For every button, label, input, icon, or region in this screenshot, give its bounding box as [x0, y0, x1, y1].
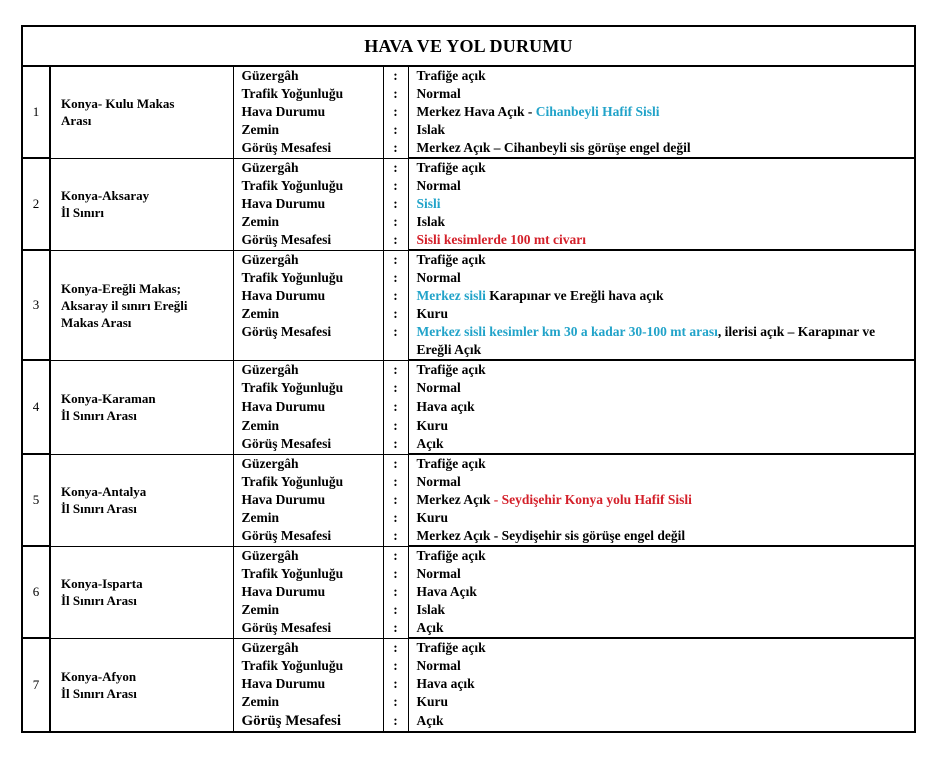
sep: :	[393, 231, 398, 247]
label-visibility: Görüş Mesafesi	[241, 435, 332, 451]
page-title: HAVA VE YOL DURUMU	[22, 26, 915, 66]
field-labels	[233, 360, 383, 454]
field-values	[408, 250, 915, 360]
label-weather: Hava Durumu	[241, 675, 326, 691]
table-row	[22, 158, 915, 250]
value-surface: Islak	[416, 602, 446, 617]
route-name	[50, 158, 233, 250]
route-name-line1: Konya-Karaman	[61, 391, 156, 406]
route-name-line2: İl Sınırı Arası	[61, 501, 137, 516]
sep: :	[393, 417, 398, 433]
value-surface: Kuru	[416, 510, 449, 525]
label-weather: Hava Durumu	[241, 195, 326, 211]
sep: :	[393, 379, 398, 395]
label-route: Güzergâh	[241, 159, 299, 175]
route-name-line1: Konya-Aksaray	[61, 188, 150, 203]
label-surface: Zemin	[241, 601, 280, 617]
value-traffic: Normal	[416, 566, 461, 581]
label-route: Güzergâh	[241, 251, 299, 267]
value-weather	[417, 491, 909, 509]
value-visibility	[417, 323, 909, 359]
sep: :	[393, 195, 398, 211]
value-weather: Hava Açık	[416, 584, 477, 599]
weather-highlight: - Seydişehir Konya yolu Hafif Sisli	[490, 492, 692, 507]
value-visibility: Sisli kesimlerde 100 mt civarı	[416, 232, 586, 247]
value-visibility: Merkez Açık – Cihanbeyli sis görüşe engel değil	[416, 140, 691, 155]
route-name-line2: İl Sınırı Arası	[61, 685, 137, 701]
spacer	[242, 341, 383, 359]
field-values	[408, 360, 915, 454]
sep: :	[393, 712, 398, 728]
weather-highlight: Merkez sisli	[416, 288, 486, 303]
field-values	[408, 546, 915, 638]
table-row	[22, 638, 915, 732]
weather-part: Merkez Hava Açık -	[416, 104, 536, 119]
row-number: 5	[22, 454, 50, 546]
field-labels	[233, 250, 383, 360]
route-name	[50, 360, 233, 454]
separators	[383, 360, 408, 454]
sep: :	[393, 122, 398, 137]
route-name-line2: İl Sınırı Arası	[61, 408, 137, 423]
label-visibility: Görüş Mesafesi	[241, 619, 332, 635]
label-visibility: Görüş Mesafesi	[241, 140, 332, 155]
value-weather	[417, 103, 909, 121]
value-surface: Kuru	[416, 306, 449, 321]
label-traffic: Trafik Yoğunluğu	[241, 269, 344, 285]
label-surface: Zemin	[241, 693, 280, 709]
row-number: 1	[22, 66, 50, 158]
sep: :	[393, 159, 398, 175]
label-route: Güzergâh	[241, 68, 299, 83]
field-labels	[233, 454, 383, 546]
value-traffic: Normal	[416, 178, 461, 193]
table-row	[22, 546, 915, 638]
sep: :	[393, 68, 398, 83]
separators	[383, 454, 408, 546]
row-number: 3	[22, 250, 50, 360]
label-traffic: Trafik Yoğunluğu	[241, 86, 344, 101]
table-row	[22, 454, 915, 546]
weather-part: Merkez Açık	[416, 492, 491, 507]
route-name	[50, 454, 233, 546]
row-number: 7	[22, 638, 50, 732]
label-visibility: Görüş Mesafesi	[241, 527, 332, 543]
value-route-status: Trafiğe açık	[416, 68, 486, 83]
sep: :	[393, 657, 398, 673]
separators	[383, 158, 408, 250]
sep: :	[393, 213, 398, 229]
label-surface: Zemin	[241, 305, 280, 321]
label-surface: Zemin	[241, 213, 280, 229]
label-traffic: Trafik Yoğunluğu	[241, 473, 344, 489]
separators	[383, 66, 408, 158]
value-weather: Hava açık	[416, 676, 475, 691]
sep: :	[393, 583, 398, 599]
label-route: Güzergâh	[241, 361, 299, 377]
field-values	[408, 158, 915, 250]
sep: :	[393, 473, 398, 489]
sep: :	[393, 619, 398, 635]
value-traffic: Normal	[416, 270, 461, 285]
value-weather: Hava açık	[416, 399, 475, 414]
value-route-status: Trafiğe açık	[416, 548, 486, 563]
sep: :	[393, 86, 398, 101]
label-route: Güzergâh	[241, 639, 299, 655]
sep: :	[393, 287, 398, 303]
value-weather: Sisli	[416, 196, 441, 211]
label-weather: Hava Durumu	[241, 398, 326, 414]
label-traffic: Trafik Yoğunluğu	[241, 177, 344, 193]
sep: :	[393, 398, 398, 414]
route-name-line1: Konya-Afyon	[61, 668, 137, 684]
label-surface: Zemin	[241, 509, 280, 525]
weather-road-report	[21, 25, 914, 733]
value-traffic: Normal	[416, 474, 461, 489]
separators	[383, 250, 408, 360]
row-number: 2	[22, 158, 50, 250]
sep: :	[393, 509, 398, 525]
weather-part: Karapınar ve Ereğli hava açık	[485, 288, 664, 303]
value-surface: Kuru	[416, 418, 449, 433]
value-surface: Kuru	[416, 694, 449, 709]
value-route-status: Trafiğe açık	[416, 640, 486, 655]
field-labels	[233, 546, 383, 638]
sep: :	[393, 323, 398, 339]
route-name-text: Konya- Kulu Makas Arası	[61, 96, 175, 129]
sep: :	[393, 601, 398, 617]
route-name-line2: İl Sınırı	[61, 205, 104, 220]
sep: :	[393, 565, 398, 581]
field-values	[408, 66, 915, 158]
sep: :	[393, 527, 398, 543]
row-number: 4	[22, 360, 50, 454]
table-row	[22, 250, 915, 360]
table-row	[22, 66, 915, 158]
label-visibility: Görüş Mesafesi	[241, 712, 342, 729]
sep: :	[393, 693, 398, 709]
label-weather: Hava Durumu	[241, 287, 326, 303]
route-name	[50, 546, 233, 638]
label-weather: Hava Durumu	[241, 583, 326, 599]
visibility-highlight: Merkez sisli kesimler km 30 a kadar 30-100 mt arası	[416, 324, 718, 339]
field-values	[408, 638, 915, 732]
value-route-status: Trafiğe açık	[416, 456, 486, 471]
sep: :	[393, 140, 398, 155]
sep: :	[393, 491, 398, 507]
value-visibility: Açık	[416, 620, 444, 635]
sep: :	[393, 305, 398, 321]
label-weather: Hava Durumu	[241, 104, 326, 119]
separators	[383, 546, 408, 638]
field-labels	[233, 66, 383, 158]
label-route: Güzergâh	[241, 455, 299, 471]
sep: :	[393, 361, 398, 377]
route-name	[50, 638, 233, 732]
value-traffic: Normal	[416, 380, 461, 395]
route-name-text: Konya-Ereğli Makas; Aksaray il sınırı Ereğli Makas Arası	[61, 280, 188, 330]
label-visibility: Görüş Mesafesi	[241, 231, 332, 247]
sep: :	[393, 177, 398, 193]
label-surface: Zemin	[241, 122, 280, 137]
weather-highlight: Cihanbeyli Hafif Sisli	[535, 104, 660, 119]
route-name-line2: İl Sınırı Arası	[61, 593, 137, 608]
value-weather	[417, 287, 909, 305]
route-name	[50, 250, 233, 360]
label-traffic: Trafik Yoğunluğu	[241, 565, 344, 581]
value-route-status: Trafiğe açık	[416, 252, 486, 267]
field-values	[408, 454, 915, 546]
sep: :	[393, 547, 398, 563]
value-traffic: Normal	[416, 86, 461, 101]
value-route-status: Trafiğe açık	[416, 362, 486, 377]
separators	[383, 638, 408, 732]
label-route: Güzergâh	[241, 547, 299, 563]
route-name-line1: Konya-Isparta	[61, 576, 143, 591]
row-number: 6	[22, 546, 50, 638]
sep: :	[393, 455, 398, 471]
field-labels	[233, 158, 383, 250]
label-traffic: Trafik Yoğunluğu	[241, 657, 344, 673]
label-traffic: Trafik Yoğunluğu	[241, 379, 344, 395]
value-surface: Islak	[416, 122, 446, 137]
value-surface: Islak	[416, 214, 446, 229]
label-surface: Zemin	[241, 417, 280, 433]
field-labels	[233, 638, 383, 732]
table-row	[22, 360, 915, 454]
sep: :	[393, 639, 398, 655]
route-name-line1: Konya-Antalya	[61, 484, 147, 499]
value-visibility: Merkez Açık - Seydişehir sis görüşe engel değil	[416, 528, 686, 543]
sep: :	[393, 104, 398, 119]
report-table	[21, 25, 916, 733]
sep: :	[393, 269, 398, 285]
label-visibility: Görüş Mesafesi	[241, 323, 332, 339]
value-visibility: Açık	[416, 436, 444, 451]
value-visibility: Açık	[416, 713, 444, 728]
value-traffic: Normal	[416, 658, 461, 673]
sep: :	[393, 435, 398, 451]
visibility-part: , ilerisi açık – Karapınar ve Ereğli Açık	[416, 324, 876, 357]
sep: :	[393, 675, 398, 691]
value-route-status: Trafiğe açık	[416, 160, 486, 175]
label-weather: Hava Durumu	[241, 491, 326, 507]
route-name	[50, 66, 233, 158]
sep: :	[393, 251, 398, 267]
